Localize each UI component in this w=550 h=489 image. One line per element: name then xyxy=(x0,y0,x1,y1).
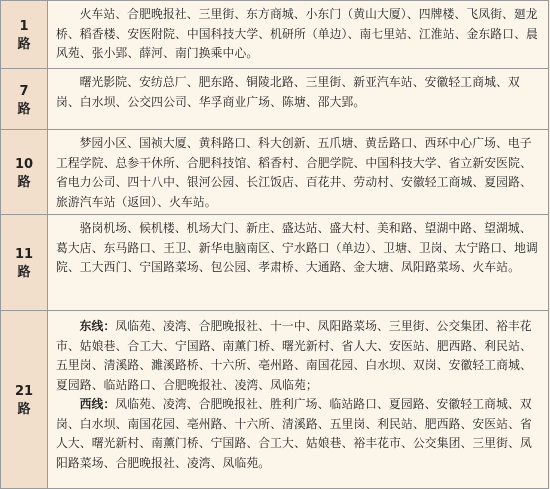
route-stops-text: 火车站、合肥晚报社、三里街、东方商城、小东门（黄山大厦）、四牌楼、飞凤街、廻龙桥、稻香楼、安医附院、中国科技大学、机研所（单边）、南七里站、江淮站、金东路口、晨风苑、张小郢、薛河、南门换乘中心。 xyxy=(56,7,538,60)
route-suffix: 路 xyxy=(17,37,31,52)
west-line-stops: 凤临苑、凌湾、合肥晚报社、胜利广场、临站路口、夏园路、安徽轻工商城、双岗、白水坝、南国花园、亳州路、十六所、清溪路、五里岗、利民站、肥西路、安医站、省人大、曙光新村、南薰门桥、宁国路、合工大、姑娘巷、裕丰花市、公交集团、三里街、凤阳路菜场、合肥晚报社、凌湾、凤临苑。 xyxy=(56,397,532,470)
route-suffix: 路 xyxy=(17,101,31,117)
route-number-cell xyxy=(0,214,47,310)
east-line-stops: 凤临苑、凌湾、合肥晚报社、十一中、凤阳路菜场、三里街、公交集团、裕丰花市、姑娘巷、合工大、宁国路、南薰门桥、曙光新村、省人大、安医站、肥西路、利民站、五里岗、清溪路、濉溪路桥、十六所、亳州路、南国花园、白水坝、双岗、安徽轻工商城、夏园路、临站路口、合肥晚报社、凌湾、凤临苑； xyxy=(56,319,532,392)
east-line-label: 东线： xyxy=(79,319,116,333)
route-stops-cell xyxy=(47,68,549,129)
route-stops-cell xyxy=(47,214,549,310)
route-number-cell xyxy=(0,68,47,129)
route-number: 21 xyxy=(14,384,34,399)
route-suffix: 路 xyxy=(17,174,31,190)
route-suffix: 路 xyxy=(17,265,31,280)
route-number-cell xyxy=(0,129,47,214)
route-row-21 xyxy=(0,310,549,489)
route-number: 10 xyxy=(14,156,34,172)
route-number-cell xyxy=(0,0,47,68)
route-stops-cell xyxy=(47,0,549,68)
route-stops-cell xyxy=(47,129,549,214)
route-stops-text: 骆岗机场、候机楼、机场大门、新庄、盛达站、盛大村、美和路、望湖中路、望湖城、葛大店、东马路口、王卫、新华电脑南区、宁水路口（单边）、卫塘、卫岗、太宁路口、地调院、工大西门、宁国路菜场、包公园、孝肃桥、大通路、金大塘、凤阳路菜场、火车站。 xyxy=(56,221,538,274)
route-stops-cell xyxy=(47,310,549,489)
route-number: 1 xyxy=(19,19,29,34)
west-line-paragraph xyxy=(48,395,548,473)
route-row-10 xyxy=(0,129,549,214)
route-row-11 xyxy=(0,214,549,310)
route-row-1 xyxy=(0,0,549,68)
route-number-cell xyxy=(0,310,47,489)
route-suffix: 路 xyxy=(17,402,31,417)
route-stops-text: 曙光影院、安纺总厂、肥东路、铜陵北路、三里街、新亚汽车站、安徽轻工商城、双岗、白水坝、公交四公司、华孚商业广场、陈塘、邵大郢。 xyxy=(56,75,520,109)
route-number: 11 xyxy=(14,247,34,262)
route-stops-text: 梦园小区、国祯大厦、黄科路口、科大创新、五爪塘、黄岳路口、西环中心广场、电子工程学院、总参干休所、合肥科技馆、稻香村、合肥学院、中国科技大学、省立新安医院、省电力公司、四十八中、银河公园、长江饭店、百花井、劳动村、安徽轻工商城、夏园路、旅游汽车站（返回）、火车站。 xyxy=(56,136,532,209)
west-line-label: 西线： xyxy=(79,397,116,411)
route-number: 7 xyxy=(19,83,29,99)
route-row-7 xyxy=(0,68,549,129)
east-line-paragraph xyxy=(48,311,548,395)
